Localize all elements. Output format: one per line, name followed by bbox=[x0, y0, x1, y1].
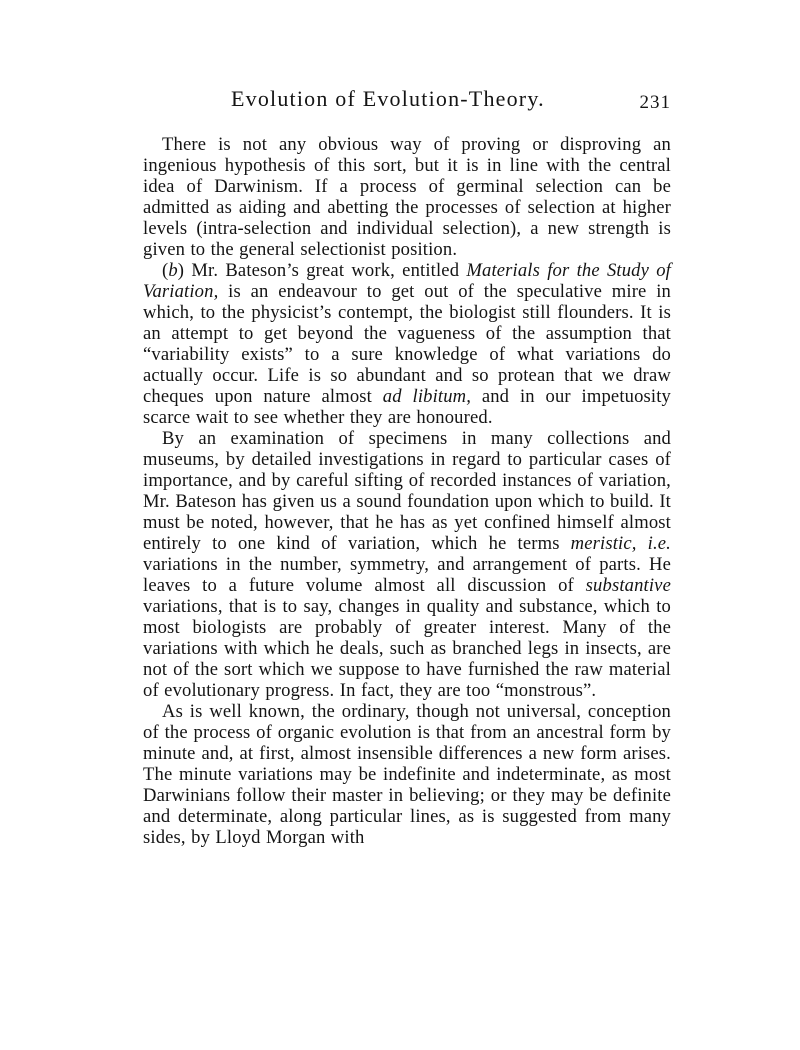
text-run: variations, that is to say, changes in quality and substance, which to most biologists are probably of greater interest. Many of the variations with which he deals, such as branched legs in insects, are not of the sort which we suppose to have furnished the raw material of evolutionary progress. In fact, they are too “monstrous”. bbox=[143, 596, 671, 701]
text-run: variations in the number, symmetry, and arrangement of parts. He leaves to a future volume almost all discussion of bbox=[143, 554, 671, 596]
italic-phrase: b bbox=[168, 260, 178, 281]
body-text bbox=[143, 134, 671, 848]
text-run: and in our impetuosity scarce wait to see whether they are honoured. bbox=[143, 386, 672, 428]
italic-phrase: substantive bbox=[585, 575, 671, 596]
text-run: ) Mr. Bateson’s great work, entitled bbox=[177, 260, 467, 281]
italic-phrase: Materials for the Study of Variation, bbox=[143, 260, 672, 302]
text-run: ( bbox=[162, 260, 169, 281]
running-title: Evolution of Evolution-Theory. bbox=[231, 86, 545, 111]
paragraph-4 bbox=[143, 701, 671, 848]
paragraph-3 bbox=[143, 428, 671, 701]
page-number: 231 bbox=[639, 92, 671, 113]
text-run: As is well known, the ordinary, though not universal, conception of the process of organic evolution is that from an ancestral form by minute and, at first, almost insensible differences a new form arises. The minute variations may be indefinite and indeterminate, as most Darwinians follow their master in believing; or they may be definite and determinate, along particular lines, as is suggested from many sides, by Lloyd Morgan with bbox=[143, 701, 671, 848]
text-run: is an endeavour to get out of the speculative mire in which, to the physicist’s contempt, the biologist still flounders. It is an attempt to get beyond the vagueness of the assumption that “variability exists” to a sure knowledge of what variations do actually occur. Life is so abundant and so protean that we draw cheques upon nature almost bbox=[143, 281, 671, 407]
running-head bbox=[143, 86, 671, 120]
paragraph-1 bbox=[143, 134, 671, 260]
text-run: There is not any obvious way of proving or disproving an ingenious hypothesis of this sort, but it is in line with the central idea of Darwinism. If a process of germinal selection can be admitted as aiding and abetting the processes of selection at higher levels (intra-selection and individual selection), a new strength is given to the general selectionist position. bbox=[143, 134, 671, 260]
italic-phrase: meristic, i.e. bbox=[570, 533, 671, 554]
italic-phrase: ad libitum, bbox=[382, 386, 472, 407]
paragraph-2 bbox=[143, 260, 671, 428]
text-run: By an examination of specimens in many collections and museums, by detailed investigations in regard to particular cases of importance, and by careful sifting of recorded instances of variation, Mr. Bateson has given us a sound foundation upon which to build. It must be noted, however, that he has as yet confined himself almost entirely to one kind of variation, which he terms bbox=[143, 428, 671, 554]
book-page bbox=[143, 86, 671, 848]
